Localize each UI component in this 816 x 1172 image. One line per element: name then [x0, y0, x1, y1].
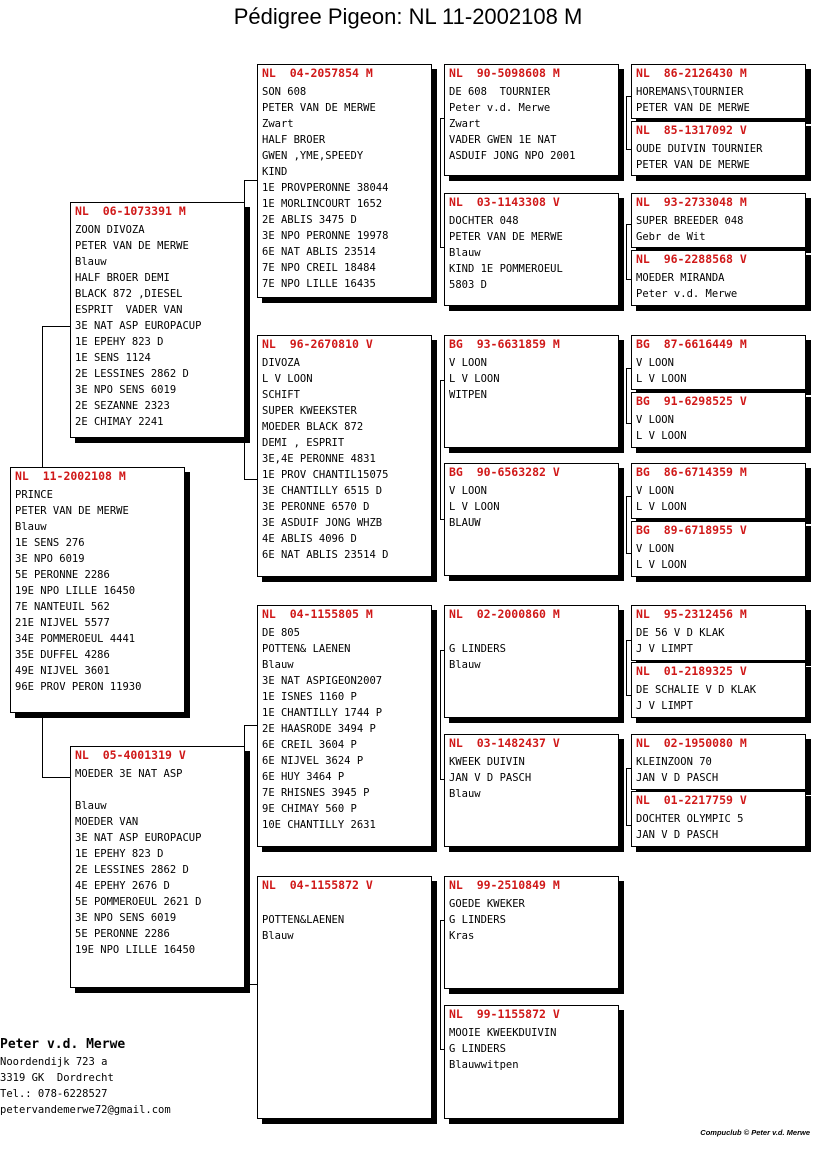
pigeon-info-line: 3E CHANTILLY 6515 D — [262, 485, 383, 497]
pigeon-info-line: 2E LESSINES 2862 D — [75, 864, 189, 876]
pigeon-info-line: 2E HAASRODE 3494 P — [262, 723, 376, 735]
pigeon-info-line: L V LOON — [636, 559, 687, 571]
pigeon-info-line: 4E EPEHY 2676 D — [75, 880, 170, 892]
pigeon-info-line: MOEDER BLACK 872 — [262, 421, 364, 433]
pigeon-card-sire-sire[interactable] — [257, 64, 432, 298]
pigeon-card-subject[interactable] — [10, 467, 185, 713]
pigeon-ring-number: NL 99-1155872 V — [449, 1007, 560, 1021]
pigeon-info-line: V LOON — [449, 357, 487, 369]
pigeon-info-line: 2E ABLIS 3475 D — [262, 214, 357, 226]
pigeon-info-line: Blauw — [262, 659, 294, 671]
pigeon-info-line: Zwart — [449, 118, 481, 130]
pigeon-card-ssds[interactable] — [631, 193, 806, 248]
pigeon-ring-number: NL 95-2312456 M — [636, 607, 747, 621]
pigeon-info-line: V LOON — [636, 357, 674, 369]
pigeon-info-line: 1E CHANTILLY 1744 P — [262, 707, 383, 719]
pigeon-info-line: 5E PERONNE 2286 — [75, 928, 170, 940]
pigeon-info-line — [258, 896, 431, 912]
pigeon-info-line: G LINDERS — [449, 914, 506, 926]
pigeon-ring-number: NL 03-1143308 V — [449, 195, 560, 209]
pigeon-info-line: Blauw — [15, 521, 47, 533]
pigeon-info-line: ZOON DIVOZA — [75, 224, 145, 236]
pigeon-info-line: V LOON — [636, 485, 674, 497]
pigeon-card-dsdd[interactable] — [631, 791, 806, 847]
pigeon-ring-number: NL 04-1155872 V — [262, 878, 373, 892]
pigeon-info-line: 7E NANTEUIL 562 — [15, 601, 110, 613]
pigeon-info-line: DE 56 V D KLAK — [636, 627, 725, 639]
pigeon-info-line: 6E HUY 3464 P — [262, 771, 345, 783]
pigeon-info-line: 1E PROV CHANTIL15075 — [262, 469, 389, 481]
pigeon-info-line: 3E NPO SENS 6019 — [75, 384, 177, 396]
page-title: Pédigree Pigeon: NL 11-2002108 M — [233, 4, 583, 29]
pigeon-card-sddd[interactable] — [631, 521, 806, 577]
pigeon-info-line: 3E PERONNE 6570 D — [262, 501, 370, 513]
pigeon-info-line: V LOON — [449, 485, 487, 497]
pigeon-info-line: Blauw — [75, 800, 107, 812]
pigeon-ring-number: NL 99-2510849 M — [449, 878, 560, 892]
pigeon-ring-number: NL 04-2057854 M — [262, 66, 373, 80]
pigeon-info-line: 1E MORLINCOURT 1652 — [262, 198, 383, 210]
pigeon-info-line: 49E NIJVEL 3601 — [15, 665, 110, 677]
pigeon-ring-number: NL 06-1073391 M — [75, 204, 186, 218]
pigeon-info-line: GOEDE KWEKER — [449, 898, 525, 910]
pigeon-info-line: ASDUIF JONG NPO 2001 — [449, 150, 576, 162]
pigeon-info-line: PETER VAN DE MERWE — [15, 505, 129, 517]
pigeon-info-line: J V LIMPT — [636, 700, 693, 712]
pigeon-info-line: Blauwwitpen — [449, 1059, 519, 1071]
pigeon-ring-number: NL 03-1482437 V — [449, 736, 560, 750]
pigeon-info-line: VADER GWEN 1E NAT — [449, 134, 557, 146]
pigeon-info-line: DE 805 — [262, 627, 300, 639]
pigeon-card-sdds[interactable] — [631, 463, 806, 519]
pigeon-card-dssd[interactable] — [631, 662, 806, 718]
pigeon-info-line: 3E NPO SENS 6019 — [75, 912, 177, 924]
pigeon-info-line: 1E SENS 276 — [15, 537, 85, 549]
pigeon-info-line: 35E DUFFEL 4286 — [15, 649, 110, 661]
pigeon-info-line: G LINDERS — [449, 1043, 506, 1055]
pigeon-info-line: 19E NPO LILLE 16450 — [75, 944, 196, 956]
pigeon-info-line: OUDE DUIVIN TOURNIER — [636, 143, 763, 155]
pigeon-info-line: 1E EPEHY 823 D — [75, 336, 164, 348]
pigeon-info-line: L V LOON — [636, 430, 687, 442]
pigeon-info-line — [445, 625, 618, 641]
pigeon-info-line: Gebr de Wit — [636, 231, 706, 243]
pigeon-card-dam[interactable] — [70, 746, 245, 988]
owner-email[interactable]: petervandemerwe72@gmail.com — [0, 1104, 171, 1116]
pigeon-info-line: SCHIFT — [262, 389, 300, 401]
pigeon-info-line: 7E RHISNES 3945 P — [262, 787, 370, 799]
pigeon-info-line: 96E PROV PERON 11930 — [15, 681, 142, 693]
pigeon-card-sire-dam-sire[interactable] — [444, 335, 619, 448]
pigeon-info-line: KWEEK DUIVIN — [449, 756, 525, 768]
pigeon-info-line: PETER VAN DE MERWE — [636, 102, 750, 114]
pigeon-card-dam-sire[interactable] — [257, 605, 432, 847]
pigeon-info-line — [71, 782, 244, 798]
pigeon-info-line: 19E NPO LILLE 16450 — [15, 585, 136, 597]
pigeon-info-line: Blauw — [449, 247, 481, 259]
pigeon-info-line: POTTEN&LAENEN — [262, 914, 345, 926]
pigeon-info-line: JAN V D PASCH — [636, 772, 719, 784]
pigeon-info-line: 3E NPO PERONNE 19978 — [262, 230, 389, 242]
pigeon-info-line: 5803 D — [449, 279, 487, 291]
pigeon-info-line: MOEDER VAN — [75, 816, 139, 828]
footer-credit: Compuclub © Peter v.d. Merwe — [700, 1128, 810, 1137]
pigeon-info-line: BLAUW — [449, 517, 481, 529]
pigeon-info-line: Blauw — [449, 659, 481, 671]
pigeon-info-line: 1E PROVPERONNE 38044 — [262, 182, 389, 194]
pigeon-ring-number: BG 91-6298525 V — [636, 394, 747, 408]
pigeon-card-dsds[interactable] — [631, 734, 806, 790]
pigeon-info-line: HOREMANS\TOURNIER — [636, 86, 744, 98]
pigeon-info-line: MOEDER 3E NAT ASP — [75, 768, 183, 780]
pigeon-info-line: MOOIE KWEEKDUIVIN — [449, 1027, 557, 1039]
pigeon-card-dam-sire-dam[interactable] — [444, 734, 619, 847]
pigeon-info-line: PETER VAN DE MERWE — [75, 240, 189, 252]
pigeon-ring-number: NL 11-2002108 M — [15, 469, 126, 483]
pigeon-info-line: L V LOON — [449, 373, 500, 385]
pigeon-ring-number: NL 05-4001319 V — [75, 748, 186, 762]
pigeon-info-line: 2E LESSINES 2862 D — [75, 368, 189, 380]
pigeon-ring-number: NL 02-2000860 M — [449, 607, 560, 621]
pigeon-info-line: 21E NIJVEL 5577 — [15, 617, 110, 629]
pigeon-ring-number: NL 04-1155805 M — [262, 607, 373, 621]
pigeon-card-dsss[interactable] — [631, 605, 806, 661]
pigeon-info-line: WITPEN — [449, 389, 487, 401]
pigeon-ring-number: BG 89-6718955 V — [636, 523, 747, 537]
pigeon-info-line: PETER VAN DE MERWE — [449, 231, 563, 243]
owner-name: Peter v.d. Merwe — [0, 1037, 126, 1052]
pigeon-ring-number: NL 86-2126430 M — [636, 66, 747, 80]
pigeon-info-line: SUPER KWEEKSTER — [262, 405, 357, 417]
pigeon-ring-number: NL 01-2217759 V — [636, 793, 747, 807]
pigeon-info-line: ESPRIT VADER VAN — [75, 304, 183, 316]
pigeon-ring-number: NL 96-2288568 V — [636, 252, 747, 266]
pigeon-info-line: 1E ISNES 1160 P — [262, 691, 357, 703]
pigeon-info-line: 6E CREIL 3604 P — [262, 739, 357, 751]
pigeon-card-sire-sire-sire[interactable] — [444, 64, 619, 176]
pigeon-card-ssss[interactable] — [631, 64, 806, 119]
pigeon-info-line: SUPER BREEDER 048 — [636, 215, 744, 227]
pigeon-info-line: GWEN ,YME,SPEEDY — [262, 150, 364, 162]
pigeon-info-line: 5E POMMEROEUL 2621 D — [75, 896, 202, 908]
pigeon-info-line: Blauw — [75, 256, 107, 268]
pigeon-info-line: Peter v.d. Merwe — [636, 288, 738, 300]
pigeon-info-line: 7E NPO CREIL 18484 — [262, 262, 376, 274]
pigeon-card-sdsd[interactable] — [631, 392, 806, 448]
pigeon-info-line: JAN V D PASCH — [636, 829, 719, 841]
pigeon-ring-number: BG 86-6714359 M — [636, 465, 747, 479]
pigeon-info-line: 3E ASDUIF JONG WHZB — [262, 517, 383, 529]
pigeon-info-line: 3E NPO 6019 — [15, 553, 85, 565]
pigeon-info-line: 4E ABLIS 4096 D — [262, 533, 357, 545]
pigeon-info-line: 2E CHIMAY 2241 — [75, 416, 164, 428]
pigeon-ring-number: NL 85-1317092 V — [636, 123, 747, 137]
pigeon-info-line: JAN V D PASCH — [449, 772, 532, 784]
pigeon-info-line: 3E NAT ASP EUROPACUP — [75, 320, 202, 332]
connector-sire — [244, 180, 258, 480]
pigeon-info-line: PETER VAN DE MERWE — [636, 159, 750, 171]
pigeon-info-line: DIVOZA — [262, 357, 300, 369]
pigeon-card-sssd[interactable] — [631, 121, 806, 176]
pigeon-card-ssdd[interactable] — [631, 250, 806, 306]
pigeon-info-line: V LOON — [636, 543, 674, 555]
owner-address: Noordendijk 723 a — [0, 1056, 108, 1068]
pigeon-info-line: Kras — [449, 930, 475, 942]
pigeon-ring-number: NL 90-5098608 M — [449, 66, 560, 80]
pigeon-info-line: POTTEN& LAENEN — [262, 643, 351, 655]
pigeon-info-line: J V LIMPT — [636, 643, 693, 655]
pigeon-info-line: KIND — [262, 166, 288, 178]
pigeon-ring-number: NL 02-1950080 M — [636, 736, 747, 750]
pigeon-info-line: 3E NAT ASPIGEON2007 — [262, 675, 383, 687]
pigeon-info-line: KIND 1E POMMEROEUL — [449, 263, 563, 275]
pigeon-ring-number: BG 87-6616449 M — [636, 337, 747, 351]
pigeon-card-sdss[interactable] — [631, 335, 806, 390]
pigeon-info-line: 10E CHANTILLY 2631 — [262, 819, 376, 831]
pigeon-info-line: DE 608 TOURNIER — [449, 86, 551, 98]
pigeon-info-line: 6E NAT ABLIS 23514 D — [262, 549, 389, 561]
pigeon-card-dam-dam-sire[interactable] — [444, 876, 619, 989]
pigeon-info-line: BLACK 872 ,DIESEL — [75, 288, 183, 300]
pigeon-card-sire-dam[interactable] — [257, 335, 432, 577]
pigeon-ring-number: BG 90-6563282 V — [449, 465, 560, 479]
pigeon-info-line: 3E,4E PERONNE 4831 — [262, 453, 376, 465]
pigeon-info-line: 9E CHIMAY 560 P — [262, 803, 357, 815]
pigeon-card-sire-sire-dam[interactable] — [444, 193, 619, 306]
pigeon-info-line: DOCHTER OLYMPIC 5 — [636, 813, 744, 825]
pigeon-ring-number: NL 93-2733048 M — [636, 195, 747, 209]
pigeon-info-line: PRINCE — [15, 489, 53, 501]
pigeon-info-line: DEMI , ESPRIT — [262, 437, 345, 449]
pigeon-info-line: 6E NAT ABLIS 23514 — [262, 246, 376, 258]
pigeon-info-line: G LINDERS — [449, 643, 506, 655]
pigeon-info-line: Zwart — [262, 118, 294, 130]
pigeon-info-line: 6E NIJVEL 3624 P — [262, 755, 364, 767]
connector-dam — [244, 725, 258, 985]
pigeon-ring-number: BG 93-6631859 M — [449, 337, 560, 351]
pigeon-info-line: HALF BROER — [262, 134, 326, 146]
pigeon-info-line: V LOON — [636, 414, 674, 426]
pigeon-info-line: 2E SEZANNE 2323 — [75, 400, 170, 412]
pigeon-card-dam-sire-sire[interactable] — [444, 605, 619, 718]
pigeon-ring-number: NL 96-2670810 V — [262, 337, 373, 351]
pigeon-info-line: 34E POMMEROEUL 4441 — [15, 633, 136, 645]
owner-phone: Tel.: 078-6228527 — [0, 1088, 108, 1100]
pigeon-info-line: L V LOON — [636, 501, 687, 513]
pigeon-ring-number: NL 01-2189325 V — [636, 664, 747, 678]
pigeon-info-line: 1E EPEHY 823 D — [75, 848, 164, 860]
pigeon-info-line: L V LOON — [636, 373, 687, 385]
pigeon-info-line: L V LOON — [449, 501, 500, 513]
pigeon-info-line: Peter v.d. Merwe — [449, 102, 551, 114]
pigeon-info-line: HALF BROER DEMI — [75, 272, 170, 284]
pigeon-info-line: DOCHTER 048 — [449, 215, 519, 227]
pigeon-card-sire[interactable] — [70, 202, 245, 438]
pigeon-info-line: 1E SENS 1124 — [75, 352, 151, 364]
owner-city: 3319 GK Dordrecht — [0, 1072, 114, 1084]
pigeon-info-line: 5E PERONNE 2286 — [15, 569, 110, 581]
pigeon-info-line: Blauw — [262, 930, 294, 942]
pigeon-info-line: L V LOON — [262, 373, 313, 385]
pigeon-info-line: SON 608 — [262, 86, 307, 98]
pigeon-card-sire-dam-dam[interactable] — [444, 463, 619, 576]
pigeon-card-dam-dam-dam[interactable] — [444, 1005, 619, 1119]
owner-block — [0, 1036, 171, 1118]
pigeon-info-line: KLEINZOON 70 — [636, 756, 712, 768]
pigeon-info-line: 7E NPO LILLE 16435 — [262, 278, 376, 290]
pigeon-info-line: Blauw — [449, 788, 481, 800]
pigeon-info-line: DE SCHALIE V D KLAK — [636, 684, 757, 696]
pigeon-card-dam-dam[interactable] — [257, 876, 432, 1119]
pigeon-info-line: MOEDER MIRANDA — [636, 272, 725, 284]
pigeon-info-line: 3E NAT ASP EUROPACUP — [75, 832, 202, 844]
pigeon-info-line: PETER VAN DE MERWE — [262, 102, 376, 114]
